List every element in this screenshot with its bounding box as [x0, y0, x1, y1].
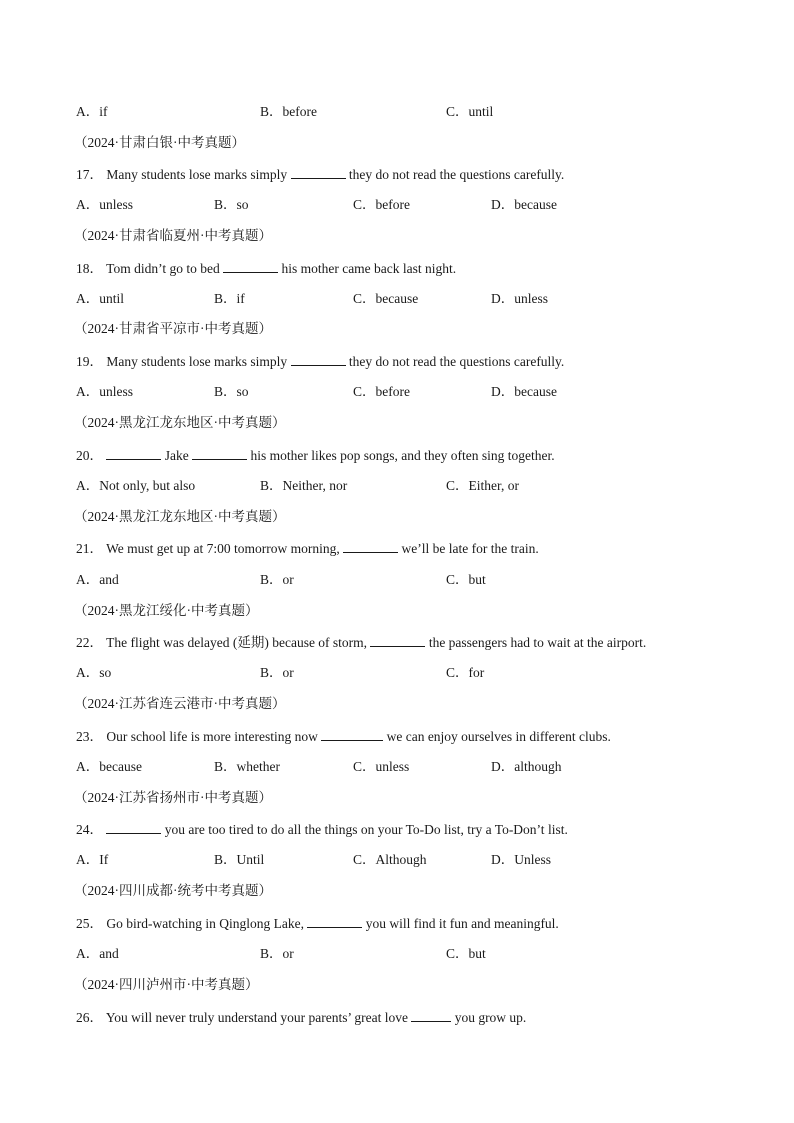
question-number: 18．: [76, 261, 103, 276]
answer-blank: [223, 260, 278, 273]
question-26: [76, 1009, 526, 1026]
option-a: A．unless: [76, 384, 133, 399]
option-b: B．or: [260, 572, 294, 587]
option-d: D．Unless: [491, 852, 551, 867]
question-number: 21．: [76, 541, 103, 556]
question-19: [76, 353, 564, 370]
question-number: 22．: [76, 635, 103, 650]
question-source: （2024·江苏省连云港市·中考真题）: [74, 696, 286, 711]
option-a: A．Not only, but also: [76, 478, 196, 493]
answer-blank: [291, 353, 346, 366]
question-text: they do not read the questions carefully.: [348, 354, 565, 369]
option-a: A．if: [76, 104, 108, 119]
question-25: [76, 915, 559, 932]
question-source: （2024·黑龙江绥化·中考真题）: [74, 603, 259, 618]
question-text: his mother came back last night.: [281, 261, 457, 276]
question-source: （2024·四川成都·统考中考真题）: [74, 883, 272, 898]
option-a: A．unless: [76, 197, 133, 212]
question-number: 17．: [76, 167, 103, 182]
option-b: B．if: [214, 291, 245, 306]
option-c: C．for: [446, 665, 485, 680]
option-b: B．so: [214, 197, 249, 212]
question-number: 24．: [76, 822, 103, 837]
option-c: C．because: [353, 291, 419, 306]
question-17: [76, 166, 564, 183]
option-b: B．Neither, nor: [260, 478, 348, 493]
option-c: C．but: [446, 946, 486, 961]
question-number: 23．: [76, 729, 103, 744]
option-b: B．so: [214, 384, 249, 399]
question-24: [76, 821, 568, 838]
question-text: Tom didn’t go to bed: [106, 261, 220, 276]
question-text: the passengers had to wait at the airport.: [428, 635, 647, 650]
answer-blank: [411, 1009, 451, 1022]
answer-blank: [307, 915, 362, 928]
answer-blank: [321, 728, 383, 741]
question-text: Jake: [164, 448, 189, 463]
answer-blank: [192, 447, 247, 460]
option-a: A．and: [76, 946, 119, 961]
option-c: C．until: [446, 104, 494, 119]
option-b: B．or: [260, 946, 294, 961]
option-c: C．Although: [353, 852, 427, 867]
question-23: [76, 728, 611, 745]
option-c: C．before: [353, 384, 410, 399]
option-d: D．although: [491, 759, 562, 774]
option-a: A．until: [76, 291, 125, 306]
question-20: [76, 447, 555, 464]
question-text: they do not read the questions carefully.: [348, 167, 565, 182]
question-text: his mother likes pop songs, and they often sing together.: [250, 448, 555, 463]
option-d: D．because: [491, 197, 557, 212]
option-b: B．or: [260, 665, 294, 680]
option-c: C．before: [353, 197, 410, 212]
option-b: B．whether: [214, 759, 280, 774]
question-number: 25．: [76, 916, 103, 931]
question-source: （2024·甘肃白银·中考真题）: [74, 135, 245, 150]
question-text: you grow up.: [454, 1010, 527, 1025]
question-number: 20．: [76, 448, 103, 463]
question-text: Go bird-watching in Qinglong Lake,: [106, 916, 304, 931]
question-text: we can enjoy ourselves in different clubs.: [386, 729, 611, 744]
question-source: （2024·四川泸州市·中考真题）: [74, 977, 259, 992]
answer-blank: [106, 447, 161, 460]
question-text: Many students lose marks simply: [106, 167, 288, 182]
question-number: 19．: [76, 354, 103, 369]
question-18: [76, 260, 456, 277]
question-text: We must get up at 7:00 tomorrow morning,: [106, 541, 340, 556]
option-a: A．because: [76, 759, 142, 774]
question-text: you will find it fun and meaningful.: [365, 916, 559, 931]
option-a: A．and: [76, 572, 119, 587]
option-a: A．If: [76, 852, 109, 867]
answer-blank: [291, 166, 346, 179]
option-b: B．Until: [214, 852, 265, 867]
question-text: Many students lose marks simply: [106, 354, 288, 369]
question-source: （2024·黑龙江龙东地区·中考真题）: [74, 415, 286, 430]
question-text: The flight was delayed (延期) because of storm,: [106, 635, 368, 650]
question-source: （2024·甘肃省平凉市·中考真题）: [74, 321, 272, 336]
option-c: C．but: [446, 572, 486, 587]
question-text: Our school life is more interesting now: [106, 729, 318, 744]
question-source: （2024·江苏省扬州市·中考真题）: [74, 790, 272, 805]
question-21: [76, 540, 539, 557]
question-number: 26．: [76, 1010, 103, 1025]
question-source: （2024·黑龙江龙东地区·中考真题）: [74, 509, 286, 524]
answer-blank: [370, 634, 425, 647]
question-text: You will never truly understand your parents’ great love: [105, 1010, 408, 1025]
option-b: B．before: [260, 104, 317, 119]
option-c: C．Either, or: [446, 478, 519, 493]
option-d: D．because: [491, 384, 557, 399]
question-22: [76, 634, 646, 651]
option-d: D．unless: [491, 291, 548, 306]
option-a: A．so: [76, 665, 112, 680]
answer-blank: [106, 821, 161, 834]
option-c: C．unless: [353, 759, 410, 774]
question-source: （2024·甘肃省临夏州·中考真题）: [74, 228, 272, 243]
question-text: you are too tired to do all the things on your To-Do list, try a To-Don’t list.: [164, 822, 568, 837]
question-text: we’ll be late for the train.: [401, 541, 539, 556]
answer-blank: [343, 540, 398, 553]
